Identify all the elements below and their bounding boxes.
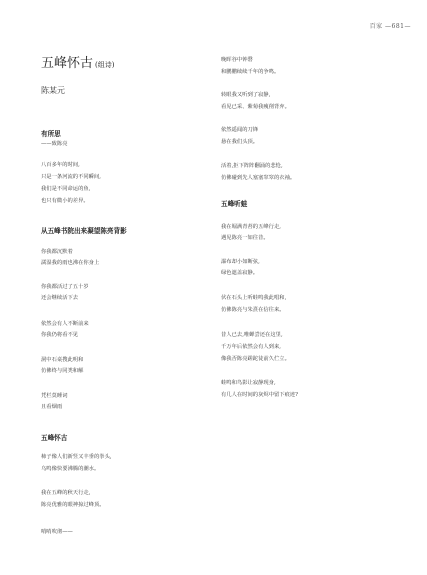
poem-line: 晚晖谷中钟磬 [221, 57, 253, 63]
poem-line: 依然遥闻的刀锋 [221, 127, 259, 133]
poem-line: 依然会有人不断前来 [41, 321, 89, 327]
poem-line: 看见已采、紫菊我瘦削背弃。 [221, 104, 290, 110]
poem-line: 和鹏鹏续续千年的争鸣。 [221, 69, 280, 75]
poem-line: 柿子像人们新竖又丰垂的拳头, [41, 454, 112, 460]
poem-line: 活着,拒下阵阵翻涌的悲怆, [221, 163, 283, 169]
poem-line: 濡湿我的雨也沸在你身上 [41, 260, 100, 266]
poem-line: 昔人已去,唯蝉尝还在这里, [221, 332, 283, 338]
poem-line: 我在堀满青苔的五峰行走, [221, 224, 281, 230]
poem-line: 像我否陈亮蹉跎徒前久伫立。 [221, 356, 290, 362]
section-heading: 五峰怀古 [41, 434, 68, 442]
continued-line: 哨哨吹彻—— [41, 529, 73, 535]
poem-line: 陈亮优雅的眼神掠过峰顶。 [41, 502, 105, 508]
poem-line: 蛙鸣和鸟影让寂静现身, [221, 380, 276, 386]
poem-line: 我们是不同命运的鱼, [41, 186, 91, 192]
poem-line: 你我仍将看不见 [41, 332, 79, 338]
page-header: 百家 —681— [369, 23, 411, 30]
poem-title [41, 52, 114, 71]
poem-line: 仿佛陈亮与朱熹在信往来。 [221, 307, 285, 313]
poem-line: 转眼我又听到了寂静, [221, 92, 271, 98]
section-heading: 从五峰书院出来凝望陈亮背影 [41, 227, 127, 235]
section-heading: 有所思 [41, 130, 61, 138]
poem-line: 凭栏莫睡词 [41, 393, 68, 399]
poem-line: 遇见陈亮一如往昔。 [221, 235, 269, 241]
poem-line: 八百多年的时间, [41, 162, 80, 168]
poem-line: 也只有微小的差异。 [41, 198, 89, 204]
poem-line: 悬在我们头顶。 [221, 139, 259, 145]
poem-line: 绿色遮盖寂静。 [221, 270, 259, 276]
poem-title-main: 五峰怀古 [41, 56, 94, 71]
poem-line: 洞中石桌搜此明和 [41, 357, 84, 363]
poem-line: 且看烟雨 [41, 404, 63, 410]
poem-line: 有几人在时间的灰烬中留下痕迹? [221, 392, 298, 398]
poem-line: 乌鸣像快要沸腾的潮水。 [41, 466, 100, 472]
author-name: 陈某元 [41, 86, 65, 95]
poem-line: 瀑布却小如断弦, [221, 259, 260, 265]
poem-line: 你我都活过了五十岁 [41, 284, 89, 290]
poem-line: 伏在石头上听蛙鸣我此唱和, [221, 295, 287, 301]
poem-line: 我在五峰的秋天行走, [41, 490, 91, 496]
poem-line: 仿佛碰到先人塞塞窣窣的衣袖。 [221, 175, 296, 181]
poem-line: 仿佛终与同类和解 [41, 368, 84, 374]
poem-line: 只是一条河流的不同瞬间, [41, 174, 101, 180]
poem-line: 你我都沉默着 [41, 249, 73, 255]
section-heading: 五峰听蛙 [221, 200, 248, 208]
section-subheading: ——致陈亮 [41, 141, 68, 147]
poem-title-sub: (组诗) [95, 61, 115, 69]
poem-line: 千万年后依然会有人到来, [221, 344, 281, 350]
poem-line: 还会继续活下去 [41, 295, 79, 301]
